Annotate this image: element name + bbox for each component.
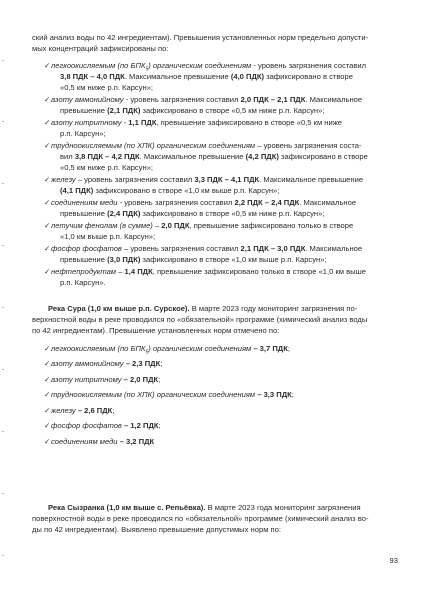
list-item: трудноокисляемым (по ХПК) органическим соединениям – 3,3 ПДК; [51,390,294,399]
list-item: азоту нитритному – 2,0 ПДК; [51,375,161,384]
sura-paragraph-line-2: верхностной воды в реке проводился по «обязательной» программе (химический анализ воды [32,315,368,324]
list-item-cont: р.п. Карсун»; [60,129,106,138]
list-item: фосфор фосфатов – уровень загрязнения составил 2,1 ПДК – 3,0 ПДК. Максимальное [51,244,363,253]
list-item: азоту аммонийному - уровень загрязнения составил 2,0 ПДК – 2,1 ПДК. Максимальное [51,95,363,104]
check-icon: ✓ [44,221,51,230]
list-item: железу – уровень загрязнения составил 3,3 ПДК – 4,1 ПДК. Максимальное превышение [51,175,364,184]
list-item: нефтепродуктам – 1,4 ПДК, превышение зафиксировано только в створе «1,0 км выше [51,267,366,276]
list-item-cont: превышение (2,1 ПДК) зафиксировано в створе «0,5 км ниже р.п. Карсун»; [60,106,325,115]
list-item-cont: р.п. Карсун». [60,278,106,287]
check-icon: ✓ [44,421,51,430]
list-item: легкоокисляемым (по $БПК_5$) органическим соединениям – 3,7 ПДК; [51,344,290,356]
syzranka-paragraph-line-2: поверхностной воды в реке проводился по «обязательной» программе (химический анализ во- [32,514,369,523]
list-item: легкоокисляемым (по $БПК_5$) органическим соединениям - уровень загрязнения составил [51,61,367,73]
list-item-cont: вил 3,8 ПДК – 4,2 ПДК. Максимальное превышение (4,2 ПДК) зафиксировано в створе [60,152,368,161]
list-item: железу – 2,6 ПДК; [51,406,115,415]
sura-paragraph-line-3: по 42 ингредиентам). Превышение установленных норм отмечено по: [32,326,280,335]
check-icon: ✓ [44,267,51,276]
list-item-cont: «1,0 км выше р.п. Карсун»; [60,232,156,241]
check-icon: ✓ [44,118,51,127]
list-item: соединениям меди - уровень загрязнения составил 2,2 ПДК – 2,4 ПДК. Максимальное [51,198,357,207]
intro-line-2: мых концентраций зафиксированы по: [32,44,169,53]
list-item-cont: превышение (3,0 ПДК) зафиксировано в створе «1,0 км выше р.п. Карсун»; [60,255,327,264]
list-item-cont: превышение (2,4 ПДК) зафиксировано в створе «0,5 км ниже р.п. Карсун»; [60,209,325,218]
page-number: 93 [389,556,398,565]
check-icon: ✓ [44,390,51,399]
check-icon: ✓ [44,61,51,70]
list-item: азоту нитритному - 1,1 ПДК, превышение зафиксировано в створе «0,5 км ниже [51,118,343,127]
list-item-cont: «0,5 км ниже р.п. Карсун»; [60,163,154,172]
intro-line-1: ский анализ воды по 42 ингредиентам). Превышения установленных норм предельно допусти- [32,33,369,42]
sura-paragraph-line-1: Река Сура (1,0 км выше р.п. Сурское). В марте 2023 году мониторинг загрязнения по- [48,304,358,313]
check-icon: ✓ [44,406,51,415]
check-icon: ✓ [44,175,51,184]
list-item-cont: (4,1 ПДК) зафиксировано в створе «1,0 км выше р.п. Карсун»; [60,186,280,195]
scan-edge-marks [2,0,6,600]
check-icon: ✓ [44,198,51,207]
list-item-cont: «0,5 км ниже р.п. Карсун»; [60,83,154,92]
list-item: трудноокисляемым (по ХПК) органическим соединениям – уровень загрязнения соста- [51,141,362,150]
check-icon: ✓ [44,95,51,104]
list-item-cont: 3,8 ПДК – 4,0 ПДК. Максимальное превышение (4,0 ПДК) зафиксировано в створе [60,72,353,81]
check-icon: ✓ [44,244,51,253]
check-icon: ✓ [44,437,51,446]
list-item: соединениям меди – 3,2 ПДК [51,437,155,446]
list-item: фосфор фосфатов – 1,2 ПДК; [51,421,161,430]
check-icon: ✓ [44,344,51,353]
syzranka-paragraph-line-3: ды по 42 ингредиентам). Выявлено превышение допустимых норм по: [32,525,281,534]
check-icon: ✓ [44,359,51,368]
check-icon: ✓ [44,141,51,150]
check-icon: ✓ [44,375,51,384]
list-item: азоту аммонийному – 2,3 ПДК; [51,359,163,368]
list-item: летучим фенолам (в сумме) – 2,0 ПДК, превышение зафиксировано только в створе [51,221,354,230]
syzranka-paragraph-line-1: Река Сызранка (1,0 км выше с. Репьёвка). В марте 2023 года мониторинг загрязнения [48,503,361,512]
